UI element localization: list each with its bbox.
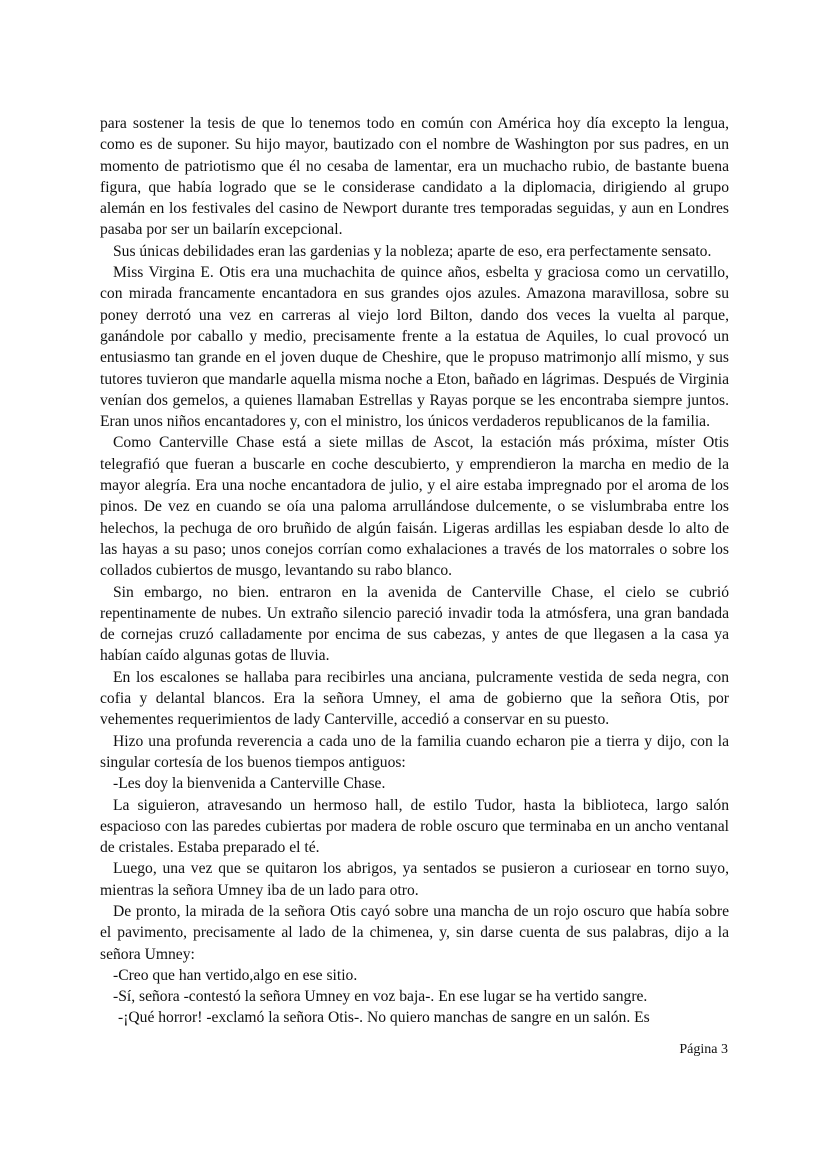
paragraph-sangre: -Sí, señora -contestó la señora Umney en voz baja-. En ese lugar se ha vertido sangre.	[113, 988, 648, 1006]
paragraph-bienvenida: -Les doy la bienvenida a Canterville Chase.	[113, 775, 386, 793]
paragraph-biblioteca: La siguieron, atravesando un hermoso hall, de estilo Tudor, hasta la biblioteca, largo salón espacioso con las paredes cubiertas por madera de roble oscuro que terminaba en un ancho ventanal de cristales. Estaba preparado el té.	[100, 796, 729, 857]
paragraph-escalones: En los escalones se hallaba para recibirles una anciana, pulcramente vestida de seda negra, con cofia y delantal blancos. Era la señora Umney, el ama de gobierno que la señora Otis, por vehementes requerimientos de lady Canterville, accedió a conservar en su puesto.	[100, 668, 729, 729]
page-number: Página 3	[679, 1042, 728, 1057]
body-text	[100, 113, 729, 1029]
paragraph-virginia: Miss Virgina E. Otis era una muchachita de quince años, esbelta y graciosa como un cervatillo, con mirada francamente encantadora en sus grandes ojos azules. Amazona maravillosa, sobre su poney derrotó una vez en carreras al viejo lord Bilton, dando dos veces la vuelta al parque, ganándole por caballo y medio, precisamente frente a la estatua de Aquiles, lo cual provocó un entusiasmo tan grande en el joven duque de Cheshire, que le propuso matrimonjo allí mismo, y sus tutores tuvieron que mandarle aquella misma noche a Eton, bañado en lágrimas. Después de Virginia venían dos gemelos, a quienes llamaban Estrellas y Rayas porque se les encontraba siempre juntos. Eran unos niños encantadores y, con el ministro, los únicos verdaderos republicanos de la familia.	[100, 264, 729, 431]
paragraph-reverencia: Hizo una profunda reverencia a cada uno de la familia cuando echaron pie a tierra y dijo, con la singular cortesía de los buenos tiempos antiguos:	[100, 732, 729, 771]
paragraph-mancha: De pronto, la mirada de la señora Otis cayó sobre una mancha de un rojo oscuro que había sobre el pavimento, precisamente al lado de la chimenea, y, sin darse cuenta de sus palabras, dijo a la señora Umney:	[100, 902, 729, 963]
paragraph-abrigos: Luego, una vez que se quitaron los abrigos, ya sentados se pusieron a curiosear en torno suyo, mientras la señora Umney iba de un lado para otro.	[100, 860, 729, 899]
paragraph-continuation: para sostener la tesis de que lo tenemos todo en común con América hoy día excepto la lengua, como es de suponer. Su hijo mayor, bautizado con el nombre de Washington por sus padres, en un momento de patriotismo que él no cesaba de lamentar, era un muchacho rubio, de bastante buena figura, que había logrado que se le considerase candidato a la diplomacia, dirigiendo al grupo alemán en los festivales del casino de Newport durante tres temporadas seguidas, y aun en Londres pasaba por ser un bailarín excepcional.	[100, 115, 729, 239]
paragraph-canterville-chase: Como Canterville Chase está a siete millas de Ascot, la estación más próxima, míster Otis telegrafió que fueran a buscarle en coche descubierto, y emprendieron la marcha en medio de la mayor alegría. Era una noche encantadora de julio, y el aire estaba impregnado por el aroma de los pinos. De vez en cuando se oía una paloma arrullándose dulcemente, o se vislumbraba entre los helechos, la pechuga de oro bruñido de algún faisán. Ligeras ardillas les espiaban desde lo alto de las hayas a su paso; unos conejos corrían como exhalaciones a través de los matorrales o sobre los collados cubiertos de musgo, levantando su rabo blanco.	[100, 434, 729, 580]
paragraph-sin-embargo: Sin embargo, no bien. entraron en la avenida de Canterville Chase, el cielo se cubrió repentinamente de nubes. Un extraño silencio pareció invadir toda la atmósfera, una gran bandada de cornejas cruzó calladamente por encima de sus cabezas, y antes de que llegasen a la casa ya habían caído algunas gotas de lluvia.	[100, 583, 729, 665]
paragraph-que-horror: -¡Qué horror! -exclamó la señora Otis-. No quiero manchas de sangre en un salón. Es	[118, 1009, 650, 1027]
paragraph-debilidades: Sus únicas debilidades eran las gardenias y la nobleza; aparte de eso, era perfectamente sensato.	[113, 242, 712, 260]
paragraph-creo-vertido: -Creo que han vertido,algo en ese sitio.	[113, 966, 358, 984]
